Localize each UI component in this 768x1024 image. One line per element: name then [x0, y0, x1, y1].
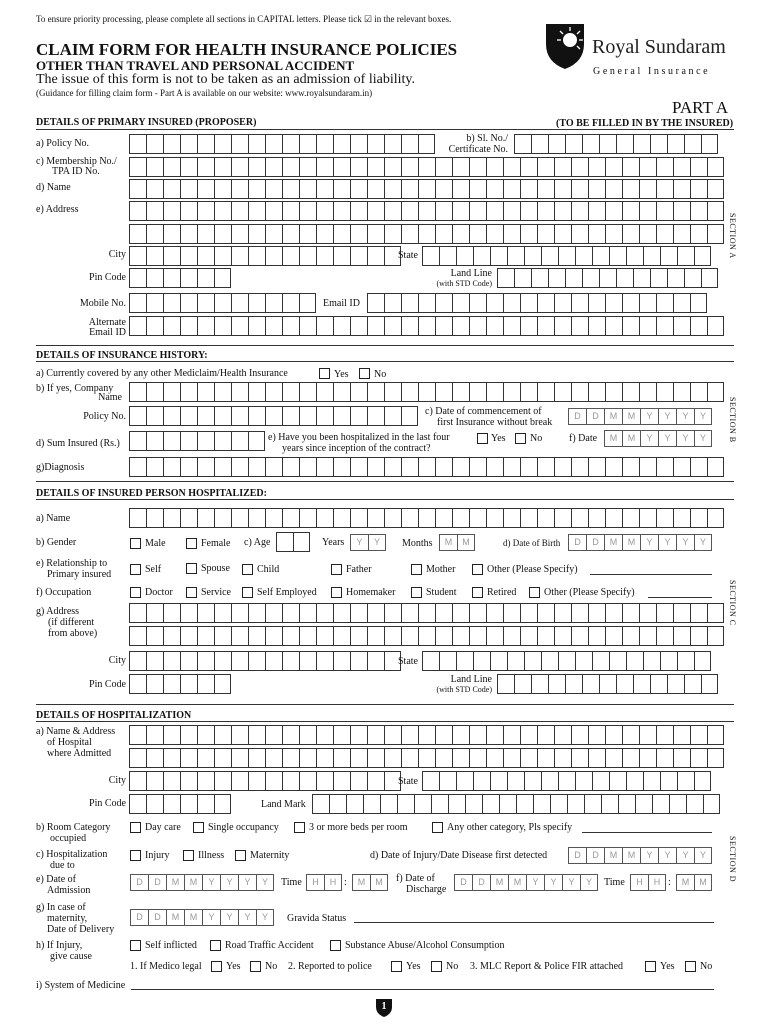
occupation-label: f) Occupation	[36, 587, 92, 598]
rel-self-label: Self	[145, 564, 162, 575]
injury-cause-label-1: h) If Injury,	[36, 940, 83, 951]
pin-code-input[interactable]	[129, 268, 231, 288]
female-checkbox[interactable]	[186, 538, 197, 549]
hospital-pin-label: Pin Code	[89, 798, 126, 809]
relationship-label-1: e) Relationship to	[36, 558, 108, 569]
sun-shield-icon	[544, 22, 586, 70]
section-c-label: SECTION C	[728, 580, 737, 626]
fill-note: (TO BE FILLED IN BY THE INSURED)	[556, 118, 734, 129]
occ-other-line[interactable]	[648, 597, 712, 598]
history-policy-label: Policy No.	[83, 411, 126, 422]
covered-yes-label: Yes	[334, 369, 349, 380]
rel-other-checkbox[interactable]	[472, 564, 483, 575]
land-mark-label: Land Mark	[261, 799, 306, 810]
section-d-label: SECTION D	[728, 836, 737, 883]
divider	[36, 721, 734, 722]
alt-email-input[interactable]	[129, 316, 724, 336]
sum-insured-input[interactable]	[129, 431, 265, 451]
section-c-heading: DETAILS OF INSURED PERSON HOSPITALIZED:	[36, 488, 267, 499]
std-code-note: (with STD Code)	[436, 279, 492, 288]
rel-spouse-label: Spouse	[201, 563, 230, 574]
section-a-label: SECTION A	[728, 213, 737, 259]
covered-no-label: No	[374, 369, 387, 380]
hospitalized-yes-label: Yes	[491, 433, 506, 444]
rel-self-checkbox[interactable]	[130, 564, 141, 575]
occ-homemaker-label: Homemaker	[346, 587, 396, 598]
system-medicine-label: i) System of Medicine	[36, 980, 126, 991]
address-line-1[interactable]	[129, 201, 724, 221]
hospitalized-no-checkbox[interactable]	[515, 433, 526, 444]
divider	[36, 345, 734, 346]
discharge-date-input[interactable]: D D M M Y Y Y Y	[454, 874, 598, 891]
age-input[interactable]	[276, 532, 310, 552]
hospital-city-label: City	[108, 775, 126, 786]
certificate-no-label: Certificate No.	[448, 144, 508, 155]
divider	[36, 499, 734, 500]
name-label: d) Name	[36, 182, 71, 193]
tpa-id-label: TPA ID No.	[52, 166, 100, 177]
mlc-yes-checkbox[interactable]	[645, 961, 656, 972]
rel-spouse-checkbox[interactable]	[186, 563, 197, 574]
company-label-1: b) If yes, Company	[36, 383, 114, 394]
discharge-label-1: f) Date of	[396, 873, 435, 884]
company-label-2: Name	[98, 392, 122, 403]
email-label: Email ID	[323, 298, 360, 309]
discharge-minute-input[interactable]: M M	[676, 874, 712, 891]
section-d-heading: DETAILS OF HOSPITALIZATION	[36, 710, 192, 721]
divider	[36, 704, 734, 705]
brand-name: Royal Sundaram	[592, 36, 726, 58]
hospitalized-yes-checkbox[interactable]	[477, 433, 488, 444]
land-line-label: Land Line	[450, 268, 492, 279]
policy-no-input[interactable]	[129, 134, 435, 154]
divider	[36, 129, 734, 130]
police-yes-checkbox[interactable]	[391, 961, 402, 972]
hospital-state-input[interactable]	[422, 771, 711, 791]
occ-other-checkbox[interactable]	[529, 587, 540, 598]
commence-date-input[interactable]: D D M M Y Y Y Y	[568, 408, 712, 425]
history-policy-input[interactable]	[129, 406, 418, 426]
policy-no-label: a) Policy No.	[36, 138, 90, 149]
hospital-city-input[interactable]	[129, 771, 401, 791]
maternity-label-2: maternity,	[47, 913, 88, 924]
hospitalized-date-input[interactable]: M M Y Y Y Y	[604, 430, 712, 447]
hosp-due-label-2: due to	[50, 860, 75, 871]
medico-no-checkbox[interactable]	[250, 961, 261, 972]
police-no-checkbox[interactable]	[431, 961, 442, 972]
time-separator: :	[344, 877, 347, 888]
cause-road-checkbox[interactable]	[210, 940, 221, 951]
gravida-label: Gravida Status	[287, 913, 347, 924]
liability-note: The issue of this form is not to be taken as an admission of liability.	[36, 72, 415, 87]
years-label: Years	[322, 537, 345, 548]
cause-self-label: Self inflicted	[145, 940, 197, 951]
dob-input[interactable]: D D M M Y Y Y Y	[568, 534, 712, 551]
cause-self-checkbox[interactable]	[130, 940, 141, 951]
occ-doctor-checkbox[interactable]	[130, 587, 141, 598]
mlc-no-label: No	[700, 961, 713, 972]
brand-subtitle: General Insurance	[593, 66, 711, 77]
occ-service-checkbox[interactable]	[186, 587, 197, 598]
medico-legal-label: 1. If Medico legal	[130, 961, 202, 972]
sl-no-label: b) Sl. No./	[466, 133, 508, 144]
mlc-label: 3. MLC Report & Police FIR attached	[470, 961, 624, 972]
address-label: e) Address	[36, 204, 79, 215]
time-separator: :	[668, 877, 671, 888]
mobile-label: Mobile No.	[79, 298, 126, 309]
male-checkbox[interactable]	[130, 538, 141, 549]
room-label-2: occupied	[50, 833, 87, 844]
admission-minute-input[interactable]: M M	[352, 874, 388, 891]
discharge-label-2: Discharge	[406, 884, 447, 895]
name-input[interactable]	[129, 179, 724, 199]
city-label: City	[108, 249, 126, 260]
diagnosis-label: g)Diagnosis	[36, 462, 85, 473]
date-label: f) Date	[569, 433, 598, 444]
room-single-checkbox[interactable]	[193, 822, 204, 833]
cause-road-label: Road Traffic Accident	[225, 940, 314, 951]
injury-date-label: d) Date of Injury/Date Disease first detected	[370, 850, 548, 861]
discharge-hour-input[interactable]: H H	[630, 874, 666, 891]
delivery-date-input[interactable]: D D M M Y Y Y Y	[130, 909, 274, 926]
patient-state-input[interactable]	[422, 651, 711, 671]
medico-no-label: No	[265, 961, 278, 972]
police-yes-label: Yes	[406, 961, 421, 972]
admission-hour-input[interactable]: H H	[306, 874, 342, 891]
hospitalized-no-label: No	[530, 433, 543, 444]
patient-address-line-1[interactable]	[129, 603, 724, 623]
patient-land-line-label: Land Line	[450, 674, 492, 685]
patient-city-input[interactable]	[129, 651, 401, 671]
patient-land-line-input[interactable]	[497, 674, 718, 694]
section-a-heading: DETAILS OF PRIMARY INSURED (PROPOSER)	[36, 117, 257, 128]
occ-self-employed-label: Self Employed	[257, 587, 317, 598]
form-subtitle: OTHER THAN TRAVEL AND PERSONAL ACCIDENT	[36, 58, 355, 73]
cause-substance-checkbox[interactable]	[330, 940, 341, 951]
due-injury-label: Injury	[145, 850, 170, 861]
mobile-input[interactable]	[129, 293, 316, 313]
alt-email-label-1: Alternate	[88, 317, 126, 328]
hospitalized-question-1: e) Have you been hospitalized in the last four	[268, 432, 450, 443]
patient-pin-label: Pin Code	[89, 679, 126, 690]
patient-name-input[interactable]	[129, 508, 724, 528]
gender-label: b) Gender	[36, 537, 77, 548]
due-illness-checkbox[interactable]	[183, 850, 194, 861]
priority-notice: To ensure priority processing, please complete all sections in CAPITAL letters. Please tick ☑ in the relevant boxes.	[36, 14, 452, 24]
room-daycare-checkbox[interactable]	[130, 822, 141, 833]
occ-retired-checkbox[interactable]	[472, 587, 483, 598]
rel-child-label: Child	[257, 564, 280, 575]
due-maternity-label: Maternity	[250, 850, 290, 861]
maternity-label-3: Date of Delivery	[47, 924, 115, 935]
address-line-2[interactable]	[129, 224, 724, 244]
occ-other-label: Other (Please Specify)	[544, 587, 635, 598]
police-no-label: No	[446, 961, 459, 972]
rel-child-checkbox[interactable]	[242, 564, 253, 575]
discharge-time-label: Time	[604, 877, 625, 888]
commence-label-1: c) Date of commencement of	[425, 406, 542, 417]
hospital-state-label: State	[398, 776, 418, 787]
covered-label: a) Currently covered by any other Mediclaim/Health Insurance	[36, 368, 288, 379]
commence-label-2: first Insurance without break	[437, 417, 553, 428]
rel-father-checkbox[interactable]	[331, 564, 342, 575]
injury-cause-label-2: give cause	[50, 951, 92, 962]
divider	[36, 481, 734, 482]
certificate-no-input[interactable]	[514, 134, 718, 154]
occ-retired-label: Retired	[487, 587, 517, 598]
rel-father-label: Father	[346, 564, 372, 575]
city-input[interactable]	[129, 246, 401, 266]
gravida-line[interactable]	[354, 922, 714, 923]
patient-name-label: a) Name	[36, 513, 71, 524]
due-illness-label: Illness	[198, 850, 225, 861]
maternity-label-1: g) In case of	[36, 902, 86, 913]
admission-label-2: Admission	[47, 885, 91, 896]
months-label: Months	[402, 538, 433, 549]
land-line-input[interactable]	[497, 268, 718, 288]
police-label: 2. Reported to police	[288, 961, 372, 972]
state-input[interactable]	[422, 246, 711, 266]
diagnosis-input[interactable]	[129, 457, 724, 477]
hospital-pin-input[interactable]	[129, 794, 231, 814]
female-label: Female	[201, 538, 231, 549]
occ-student-checkbox[interactable]	[411, 587, 422, 598]
rel-other-label: Other (Please Specify)	[487, 564, 578, 575]
membership-no-label: c) Membership No./	[36, 156, 117, 167]
room-other-line[interactable]	[582, 832, 712, 833]
rel-mother-checkbox[interactable]	[411, 564, 422, 575]
form-title: CLAIM FORM FOR HEALTH INSURANCE POLICIES	[36, 40, 458, 59]
medico-yes-label: Yes	[226, 961, 241, 972]
medico-yes-checkbox[interactable]	[211, 961, 222, 972]
brand-logo	[544, 22, 586, 75]
patient-address-line-2[interactable]	[129, 626, 724, 646]
hospital-label-3: where Admitted	[47, 748, 112, 759]
part-label: PART A	[672, 98, 729, 117]
hospital-line-1[interactable]	[129, 725, 724, 745]
admission-time-label: Time	[281, 877, 302, 888]
due-maternity-checkbox[interactable]	[235, 850, 246, 861]
relationship-label-2: Primary insured	[47, 569, 112, 580]
room-other-checkbox[interactable]	[432, 822, 443, 833]
land-mark-input[interactable]	[312, 794, 720, 814]
room-label-1: b) Room Category	[36, 822, 111, 833]
hospitalized-question-2: years since inception of the contract?	[282, 443, 431, 454]
occ-self-employed-checkbox[interactable]	[242, 587, 253, 598]
patient-std-note: (with STD Code)	[436, 685, 492, 694]
room-shared-checkbox[interactable]	[294, 822, 305, 833]
page-number: 1	[381, 1001, 387, 1012]
covered-yes-checkbox[interactable]	[319, 368, 330, 379]
state-label: State	[398, 250, 418, 261]
rel-mother-label: Mother	[426, 564, 456, 575]
room-single-label: Single occupancy	[208, 822, 279, 833]
due-injury-checkbox[interactable]	[130, 850, 141, 861]
hospital-label-2: of Hospital	[47, 737, 92, 748]
occ-homemaker-checkbox[interactable]	[331, 587, 342, 598]
mlc-no-checkbox[interactable]	[685, 961, 696, 972]
system-medicine-line[interactable]	[131, 989, 714, 990]
divider	[36, 361, 734, 362]
admission-label-1: e) Date of	[36, 874, 76, 885]
alt-email-label-2: Email ID	[89, 327, 126, 338]
hosp-due-label-1: c) Hospitalization	[36, 849, 108, 860]
room-shared-label: 3 or more beds per room	[309, 822, 408, 833]
cause-substance-label: Substance Abuse/Alcohol Consumption	[345, 940, 505, 951]
admission-date-input[interactable]: D D M M Y Y Y Y	[130, 874, 274, 891]
hospital-line-2[interactable]	[129, 748, 724, 768]
room-daycare-label: Day care	[145, 822, 181, 833]
patient-address-label-2: (if different	[48, 617, 95, 628]
room-other-label: Any other category, Pls specify	[447, 822, 573, 833]
patient-city-label: City	[108, 655, 126, 666]
occ-service-label: Service	[201, 587, 231, 598]
injury-date-input[interactable]: D D M M Y Y Y Y	[568, 847, 712, 864]
patient-address-label-1: g) Address	[36, 606, 80, 617]
age-label: c) Age	[244, 537, 271, 548]
page-number-badge	[375, 998, 393, 1018]
pin-code-label: Pin Code	[89, 272, 126, 283]
rel-other-line[interactable]	[590, 574, 712, 575]
occ-student-label: Student	[426, 587, 457, 598]
patient-address-label-3: from above)	[48, 628, 98, 639]
section-b-label: SECTION B	[728, 397, 737, 443]
patient-state-label: State	[398, 656, 418, 667]
occ-doctor-label: Doctor	[145, 587, 173, 598]
section-b-heading: DETAILS OF INSURANCE HISTORY:	[36, 350, 208, 361]
email-input[interactable]	[367, 293, 707, 313]
company-name-input[interactable]	[129, 382, 724, 402]
sum-insured-label: d) Sum Insured (Rs.)	[36, 438, 120, 449]
dob-label: d) Date of Birth	[503, 538, 561, 548]
membership-no-input[interactable]	[129, 157, 724, 177]
mlc-yes-label: Yes	[660, 961, 675, 972]
age-years-input[interactable]: Y Y	[350, 534, 386, 551]
patient-pin-input[interactable]	[129, 674, 231, 694]
age-months-input[interactable]: M M	[439, 534, 475, 551]
covered-no-checkbox[interactable]	[359, 368, 370, 379]
hospital-label-1: a) Name & Address	[36, 726, 116, 737]
guidance-note: (Guidance for filling claim form - Part A is available on our website: www.royalsundaram.in)	[36, 88, 373, 98]
male-label: Male	[145, 538, 166, 549]
